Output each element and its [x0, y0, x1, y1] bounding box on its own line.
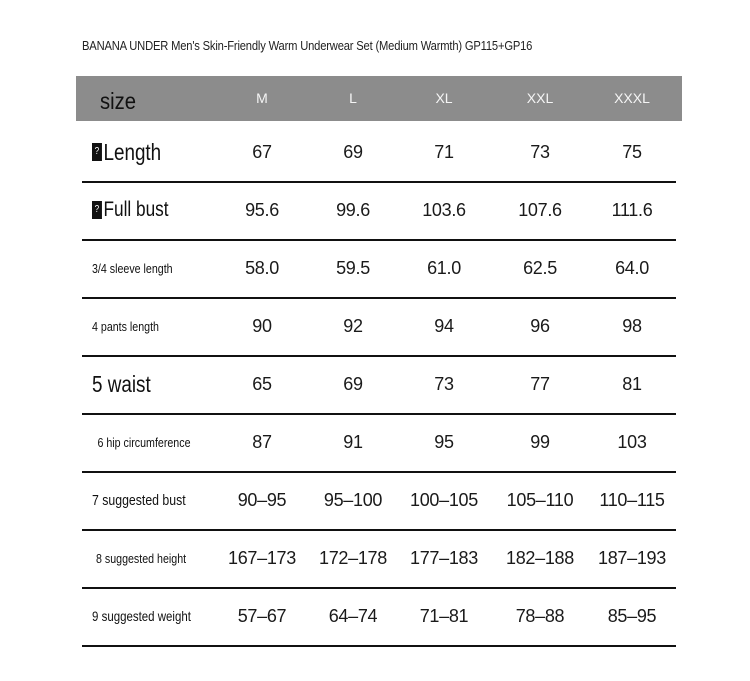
table-cell: 177–183: [410, 547, 478, 568]
table-row-suggested-weight: [82, 587, 676, 647]
table-cell: 99.6: [336, 199, 370, 220]
table-cell: 71: [434, 141, 454, 162]
table-cell: 62.5: [523, 257, 557, 278]
size-column-xxl: XXL: [526, 90, 554, 106]
table-row-hip-circumference: [82, 413, 676, 473]
size-column-l: L: [349, 90, 357, 106]
table-cell: 90: [252, 315, 272, 336]
table-cell: 100–105: [410, 489, 478, 510]
table-cell: 182–188: [506, 547, 574, 568]
table-cell: 99: [530, 431, 550, 452]
size-column-m: M: [256, 90, 268, 106]
missing-glyph-icon: ?: [92, 201, 102, 219]
table-cell: 105–110: [506, 489, 574, 510]
table-cell: 90–95: [237, 489, 287, 510]
table-cell: 95–100: [323, 489, 383, 510]
row-label-sleeve-length: 3/4 sleeve length: [92, 260, 173, 276]
table-cell: 73: [434, 373, 454, 394]
table-cell: 96: [530, 315, 550, 336]
table-cell: 81: [622, 373, 642, 394]
table-cell: 92: [343, 315, 363, 336]
row-label-suggested-bust: 7 suggested bust: [92, 491, 186, 509]
table-cell: 95: [434, 431, 454, 452]
table-cell: 98: [622, 315, 642, 336]
page-title: BANANA UNDER Men's Skin-Friendly Warm Underwear Set (Medium Warmth) GP115+GP16: [82, 38, 533, 53]
table-cell: 77: [530, 373, 550, 394]
table-cell: 65: [252, 373, 272, 394]
row-label-suggested-weight: 9 suggested weight: [92, 608, 191, 624]
table-cell: 58.0: [245, 257, 279, 278]
row-label-suggested-height: 8 suggested height: [96, 550, 187, 566]
table-cell: 64–74: [328, 605, 378, 626]
table-cell: 94: [434, 315, 454, 336]
table-cell: 111.6: [611, 199, 653, 220]
table-cell: 87: [252, 431, 272, 452]
row-label-hip-circumference: 6 hip circumference: [97, 434, 191, 450]
table-row-pants-length: [82, 297, 676, 357]
table-row-full-bust: [82, 181, 676, 241]
table-row-suggested-bust: [82, 471, 676, 531]
size-column-xl: XL: [435, 90, 453, 106]
table-row-length: [82, 123, 676, 183]
size-column-xxxl: XXXL: [614, 90, 650, 106]
table-cell: 78–88: [515, 605, 565, 626]
table-row-suggested-height: [82, 529, 676, 589]
table-cell: 110–115: [599, 489, 665, 510]
table-cell: 71–81: [419, 605, 469, 626]
row-label-waist: 5 waist: [92, 370, 151, 397]
row-label-length: ? Length: [92, 123, 161, 181]
table-row-waist: [82, 355, 676, 415]
table-cell: 172–178: [319, 547, 387, 568]
table-cell: 69: [343, 141, 363, 162]
table-cell: 91: [343, 431, 363, 452]
table-cell: 85–95: [607, 605, 657, 626]
table-cell: 103.6: [422, 199, 466, 220]
table-cell: 95.6: [245, 199, 279, 220]
table-cell: 103: [617, 431, 647, 452]
table-cell: 167–173: [228, 547, 296, 568]
row-label-full-bust: ? Full bust: [92, 181, 169, 239]
table-cell: 107.6: [518, 199, 562, 220]
table-cell: 75: [622, 141, 642, 162]
size-table-header: [76, 76, 682, 121]
row-label-pants-length: 4 pants length: [92, 318, 159, 334]
table-cell: 61.0: [427, 257, 461, 278]
table-cell: 59.5: [336, 257, 370, 278]
table-cell: 67: [252, 141, 272, 162]
table-cell: 73: [530, 141, 550, 162]
table-row-sleeve-length: [82, 239, 676, 299]
table-cell: 69: [343, 373, 363, 394]
table-cell: 64.0: [615, 257, 649, 278]
size-header-label: size: [100, 88, 136, 114]
missing-glyph-icon: ?: [92, 143, 102, 161]
table-cell: 187–193: [598, 547, 666, 568]
table-cell: 57–67: [237, 605, 287, 626]
